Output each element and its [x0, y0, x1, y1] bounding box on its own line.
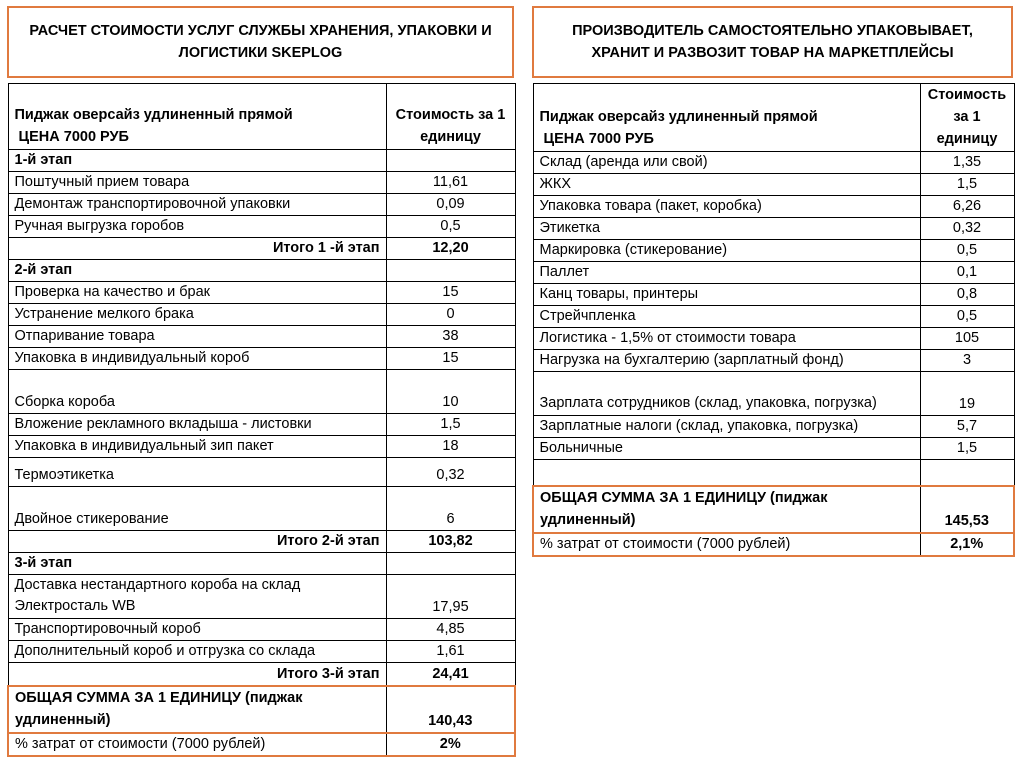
- product-header: [533, 84, 920, 152]
- table-row: [533, 262, 1014, 284]
- grand-total-value: 140,43: [386, 686, 515, 733]
- stage2-subtotal-label: Итого 2-й этап: [8, 531, 386, 553]
- product-name: Пиджак оверсайз удлиненный прямой: [14, 107, 293, 123]
- row-value: 0,5: [920, 306, 1014, 328]
- row-value: 6,26: [920, 196, 1014, 218]
- row-value: 18: [386, 436, 515, 458]
- table-row: [533, 284, 1014, 306]
- row-name: Стрейчпленка: [533, 306, 920, 328]
- grand-total-value: 145,53: [920, 486, 1014, 533]
- grand-total-label: ОБЩАЯ СУММА ЗА 1 ЕДИНИЦУ (пиджак удлиненный): [533, 486, 920, 533]
- skeplog-panel-title: РАСЧЕТ СТОИМОСТИ УСЛУГ СЛУЖБЫ ХРАНЕНИЯ, УПАКОВКИ И ЛОГИСТИКИ SKEPLOG: [7, 6, 514, 78]
- table-row: [8, 172, 515, 194]
- row-name: Устранение мелкого брака: [8, 304, 386, 326]
- stage-header-row: [8, 150, 515, 172]
- row-value: 19: [920, 372, 1014, 416]
- table-row: [8, 458, 515, 487]
- row-value: 10: [386, 370, 515, 414]
- row-name: Логистика - 1,5% от стоимости товара: [533, 328, 920, 350]
- row-name: Сборка короба: [8, 370, 386, 414]
- row-value: 0,1: [920, 262, 1014, 284]
- row-value: 0,32: [386, 458, 515, 487]
- row-name: Больничные: [533, 438, 920, 460]
- row-name: Упаковка в индивидуальный зип пакет: [8, 436, 386, 458]
- percent-row: [533, 533, 1014, 556]
- product-name: Пиджак оверсайз удлиненный прямой: [539, 109, 818, 125]
- row-value: 1,35: [920, 152, 1014, 174]
- row-value: 6: [386, 487, 515, 531]
- table-row: [8, 216, 515, 238]
- row-value: 1,5: [920, 438, 1014, 460]
- row-name: Дополнительный короб и отгрузка со склада: [8, 641, 386, 663]
- row-value: 38: [386, 326, 515, 348]
- stage3-subtotal-label: Итого 3-й этап: [8, 663, 386, 686]
- table-row: [533, 152, 1014, 174]
- table-row: [8, 326, 515, 348]
- table-header-row: [533, 84, 1014, 152]
- table-row: [533, 196, 1014, 218]
- row-value: 0,5: [920, 240, 1014, 262]
- table-row: [533, 438, 1014, 460]
- self-cost-table: [532, 83, 1015, 557]
- row-name: Ручная выгрузка горобов: [8, 216, 386, 238]
- product-price: ЦЕНА 7000 РУБ: [14, 129, 129, 145]
- row-value: 15: [386, 348, 515, 370]
- row-value: 17,95: [386, 575, 515, 619]
- row-name: Проверка на качество и брак: [8, 282, 386, 304]
- subtotal-row: [8, 663, 515, 686]
- subtotal-row: [8, 531, 515, 553]
- row-value: 0,8: [920, 284, 1014, 306]
- stage2-label: 2-й этап: [8, 260, 386, 282]
- row-value: 1,5: [386, 414, 515, 436]
- product-price: ЦЕНА 7000 РУБ: [539, 131, 654, 147]
- empty-cell: [920, 460, 1014, 486]
- table-row: [533, 328, 1014, 350]
- row-name: Транспортировочный короб: [8, 619, 386, 641]
- self-fulfillment-cost-panel: [532, 6, 1013, 557]
- table-row: [533, 240, 1014, 262]
- stage1-label: 1-й этап: [8, 150, 386, 172]
- table-row: [533, 174, 1014, 196]
- stage3-label: 3-й этап: [8, 553, 386, 575]
- cost-header: Стоимость за 1 единицу: [386, 84, 515, 150]
- grand-total-row: [533, 486, 1014, 533]
- row-value: 0,32: [920, 218, 1014, 240]
- row-name: Канц товары, принтеры: [533, 284, 920, 306]
- skeplog-cost-table: [7, 83, 516, 757]
- table-row: [533, 416, 1014, 438]
- stage-header-row: [8, 260, 515, 282]
- row-value: 1,5: [920, 174, 1014, 196]
- table-row: [8, 194, 515, 216]
- row-value: 1,61: [386, 641, 515, 663]
- table-row: [8, 414, 515, 436]
- row-name: Термоэтикетка: [8, 458, 386, 487]
- table-row: [8, 641, 515, 663]
- row-name: ЖКХ: [533, 174, 920, 196]
- row-name: Двойное стикерование: [8, 487, 386, 531]
- table-row: [533, 218, 1014, 240]
- stage1-subtotal-value: 12,20: [386, 238, 515, 260]
- grand-total-row: [8, 686, 515, 733]
- row-name: Демонтаж транспортировочной упаковки: [8, 194, 386, 216]
- percent-label: % затрат от стоимости (7000 рублей): [8, 733, 386, 756]
- table-row: [8, 436, 515, 458]
- table-row: [533, 350, 1014, 372]
- subtotal-row: [8, 238, 515, 260]
- row-name: Поштучный прием товара: [8, 172, 386, 194]
- row-value: 5,7: [920, 416, 1014, 438]
- row-value: 3: [920, 350, 1014, 372]
- row-name: Склад (аренда или свой): [533, 152, 920, 174]
- table-header-row: [8, 84, 515, 150]
- row-value: 15: [386, 282, 515, 304]
- row-name: Зарплата сотрудников (склад, упаковка, погрузка): [533, 372, 920, 416]
- percent-row: [8, 733, 515, 756]
- stage3-subtotal-value: 24,41: [386, 663, 515, 686]
- row-value: 0: [386, 304, 515, 326]
- percent-value: 2%: [386, 733, 515, 756]
- table-row: [8, 619, 515, 641]
- row-name: Отпаривание товара: [8, 326, 386, 348]
- table-row: [8, 348, 515, 370]
- row-value: 105: [920, 328, 1014, 350]
- table-row: [533, 306, 1014, 328]
- cost-header: Стоимость за 1 единицу: [920, 84, 1014, 152]
- row-name: Упаковка товара (пакет, коробка): [533, 196, 920, 218]
- stage1-subtotal-label: Итого 1 -й этап: [8, 238, 386, 260]
- stage-header-row: [8, 553, 515, 575]
- table-row: [8, 282, 515, 304]
- self-panel-title: ПРОИЗВОДИТЕЛЬ САМОСТОЯТЕЛЬНО УПАКОВЫВАЕТ, ХРАНИТ И РАЗВОЗИТ ТОВАР НА МАРКЕТПЛЕЙСЫ: [532, 6, 1013, 78]
- empty-row: [533, 460, 1014, 486]
- row-name: Нагрузка на бухгалтерию (зарплатный фонд): [533, 350, 920, 372]
- row-value: 0,5: [386, 216, 515, 238]
- product-header: [8, 84, 386, 150]
- percent-label: % затрат от стоимости (7000 рублей): [533, 533, 920, 556]
- row-value: 4,85: [386, 619, 515, 641]
- row-value: 0,09: [386, 194, 515, 216]
- empty-cell: [533, 460, 920, 486]
- row-name: Этикетка: [533, 218, 920, 240]
- table-row: [8, 487, 515, 531]
- table-row: [533, 372, 1014, 416]
- percent-value: 2,1%: [920, 533, 1014, 556]
- row-name: Вложение рекламного вкладыша - листовки: [8, 414, 386, 436]
- row-value: 11,61: [386, 172, 515, 194]
- grand-total-label: ОБЩАЯ СУММА ЗА 1 ЕДИНИЦУ (пиджак удлиненный): [8, 686, 386, 733]
- row-name: Зарплатные налоги (склад, упаковка, погрузка): [533, 416, 920, 438]
- table-row: [8, 370, 515, 414]
- stage2-subtotal-value: 103,82: [386, 531, 515, 553]
- row-name: Упаковка в индивидуальный короб: [8, 348, 386, 370]
- table-row: [8, 575, 515, 619]
- table-row: [8, 304, 515, 326]
- row-name: Паллет: [533, 262, 920, 284]
- row-name: Маркировка (стикерование): [533, 240, 920, 262]
- skeplog-cost-panel: [7, 6, 514, 757]
- row-name: Доставка нестандартного короба на склад Электросталь WB: [8, 575, 386, 619]
